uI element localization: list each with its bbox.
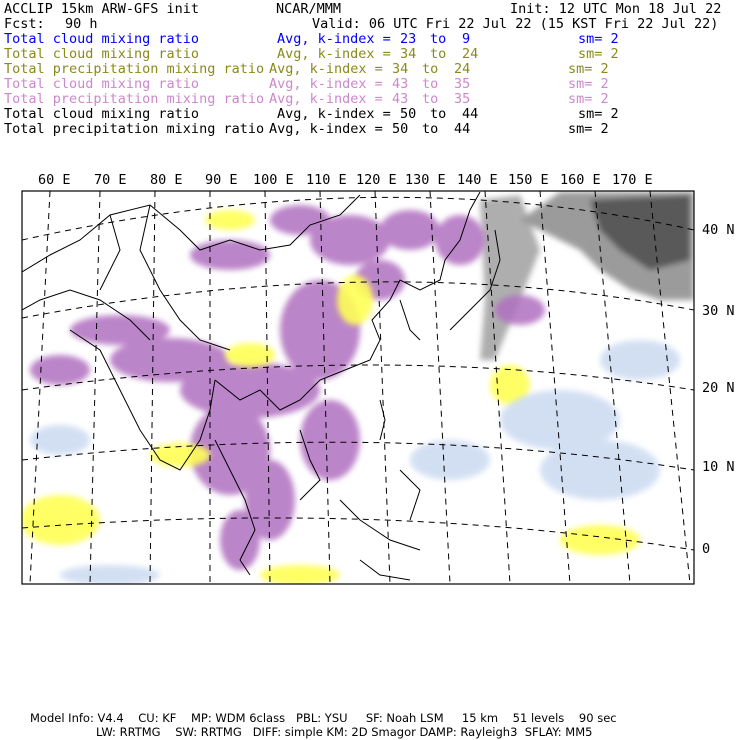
legend-k-to: 44: [462, 106, 479, 122]
latitude-label: 20 N: [702, 380, 735, 396]
legend-k-to: 9: [462, 31, 471, 47]
forecast-hour: 90 h: [65, 16, 98, 32]
legend-smoothing: sm= 2: [568, 91, 609, 107]
longitude-label: 140 E: [457, 172, 498, 188]
legend-to: to: [422, 121, 439, 137]
legend-smoothing: sm= 2: [568, 61, 609, 77]
latitude-label: 10 N: [702, 459, 735, 475]
model-info-line2: LW: RRTMG SW: RRTMG DIFF: simple KM: 2D Smagor DAMP: Rayleigh3 SFLAY: MM5: [96, 725, 593, 739]
legend-avg-label: Avg, k-index =: [269, 121, 383, 137]
legend-field: Total cloud mixing ratio: [4, 106, 200, 122]
legend-avg-label: Avg, k-index =: [269, 76, 383, 92]
forecast-label: Fcst:: [4, 16, 45, 32]
legend-field: Total precipitation mixing ratio: [4, 61, 265, 77]
legend-k-to: 35: [454, 76, 471, 92]
legend-smoothing: sm= 2: [578, 46, 619, 62]
latitude-label: 30 N: [702, 303, 735, 319]
legend-k-from: 50: [392, 121, 409, 137]
legend-to: to: [430, 106, 447, 122]
legend-k-from: 34: [400, 46, 417, 62]
legend-k-from: 50: [400, 106, 417, 122]
legend-k-to: 35: [454, 91, 471, 107]
legend-to: to: [430, 46, 447, 62]
legend-field: Total cloud mixing ratio: [4, 31, 200, 47]
longitude-label: 70 E: [94, 172, 127, 188]
legend-avg-label: Avg, k-index =: [277, 31, 391, 47]
legend-field: Total cloud mixing ratio: [4, 76, 200, 92]
legend-field: Total precipitation mixing ratio: [4, 91, 265, 107]
legend-k-to: 44: [454, 121, 471, 137]
legend-smoothing: sm= 2: [568, 76, 609, 92]
org-label: NCAR/MMM: [276, 1, 342, 17]
longitude-label: 120 E: [356, 172, 397, 188]
legend-k-from: 34: [392, 61, 409, 77]
legend-smoothing: sm= 2: [578, 31, 619, 47]
longitude-label: 100 E: [253, 172, 294, 188]
longitude-label: 60 E: [38, 172, 71, 188]
legend-to: to: [430, 31, 447, 47]
latitude-label: 40 N: [702, 222, 735, 238]
longitude-label: 80 E: [150, 172, 183, 188]
longitude-label: 110 E: [306, 172, 347, 188]
longitude-label: 170 E: [612, 172, 653, 188]
legend-to: to: [422, 76, 439, 92]
longitude-label: 90 E: [205, 172, 238, 188]
legend-to: to: [422, 61, 439, 77]
longitude-label: 160 E: [560, 172, 601, 188]
init-time: Init: 12 UTC Mon 18 Jul 22: [510, 1, 722, 17]
legend-smoothing: sm= 2: [578, 106, 619, 122]
legend-avg-label: Avg, k-index =: [277, 46, 391, 62]
legend-to: to: [422, 91, 439, 107]
latitude-label: 0: [702, 541, 711, 557]
longitude-label: 130 E: [405, 172, 446, 188]
valid-time: Valid: 06 UTC Fri 22 Jul 22 (15 KST Fri 22 Jul 22): [312, 16, 719, 32]
model-info-line1: Model Info: V4.4 CU: KF MP: WDM 6class PBL: YSU SF: Noah LSM 15 km 51 levels 90 sec: [30, 711, 617, 725]
legend-field: Total cloud mixing ratio: [4, 46, 200, 62]
legend-avg-label: Avg, k-index =: [269, 91, 383, 107]
legend-k-from: 43: [392, 91, 409, 107]
legend-field: Total precipitation mixing ratio: [4, 121, 265, 137]
legend-k-from: 43: [392, 76, 409, 92]
longitude-label: 150 E: [508, 172, 549, 188]
model-title: ACCLIP 15km ARW-GFS init: [4, 1, 200, 17]
legend-k-from: 23: [400, 31, 417, 47]
legend-k-to: 24: [454, 61, 471, 77]
legend-avg-label: Avg, k-index =: [277, 106, 391, 122]
legend-k-to: 24: [462, 46, 479, 62]
legend-smoothing: sm= 2: [568, 121, 609, 137]
legend-avg-label: Avg, k-index =: [269, 61, 383, 77]
